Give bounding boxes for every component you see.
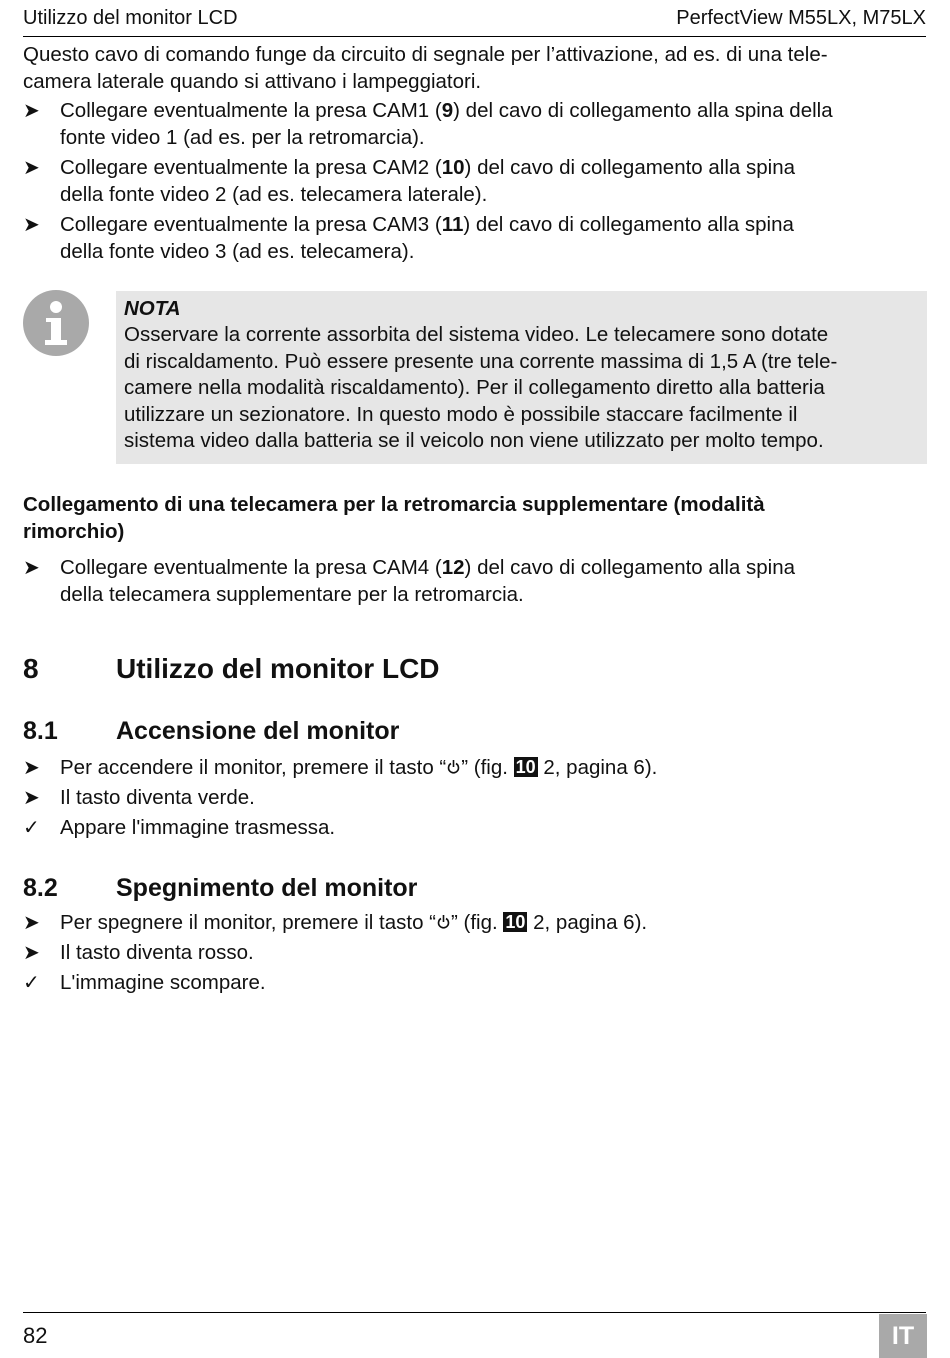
section-title: Spegnimento del monitor	[116, 874, 418, 902]
section-8-2-heading	[23, 873, 417, 903]
section-title: Utilizzo del monitor LCD	[116, 653, 440, 684]
ref-number: 11	[441, 213, 464, 236]
power-icon	[447, 759, 460, 775]
step-check: ✓ Appare l'immagine trasmessa.	[23, 815, 928, 842]
power-icon	[437, 914, 450, 930]
checkmark-icon: ✓	[23, 817, 40, 839]
section-title: Accensione del monitor	[116, 717, 400, 745]
ref-number: 12	[441, 556, 465, 579]
section-number: 8.2	[23, 874, 58, 902]
section-8-heading	[23, 653, 440, 685]
step-cam3: ➤ Collegare eventualmente la presa CAM3 (11) del cavo di collegamento alla spina della fonte video 3 (ad es. telecamera).	[23, 213, 794, 263]
step-power-off: ➤ Per spegnere il monitor, premere il tasto “ ” (fig. 10 2, pagina 6).	[23, 910, 928, 937]
checkmark-icon: ✓	[23, 972, 40, 994]
step-arrow-icon: ➤	[23, 942, 40, 964]
section-number: 8.1	[23, 717, 58, 745]
intro-line-2: camera laterale quando si attivano i lampeggiatori.	[23, 69, 482, 93]
trailer-heading: Collegamento di una telecamera per la retromarcia supplementare (modalità rimorchio)	[23, 493, 765, 543]
step-arrow-icon: ➤	[23, 757, 40, 779]
page-number: 82	[23, 1323, 48, 1348]
step-check: ✓ L'immagine scompare.	[23, 970, 928, 997]
running-header-right: PerfectView M55LX, M75LX	[676, 7, 926, 29]
step-arrow-icon: ➤	[23, 214, 40, 236]
step-arrow-icon: ➤	[23, 912, 40, 934]
section-8-1-heading	[23, 716, 399, 746]
step-cam2: ➤ Collegare eventualmente la presa CAM2 (10) del cavo di collegamento alla spina della fonte video 2 (ad es. telecamera laterale).	[23, 156, 796, 206]
header-rule	[23, 36, 926, 37]
figure-badge: 10	[515, 757, 536, 777]
note-title: NOTA	[124, 297, 181, 320]
info-icon	[23, 290, 89, 356]
ref-number: 9	[441, 99, 454, 122]
step-cam4: ➤ Collegare eventualmente la presa CAM4 (12) del cavo di collegamento alla spina della telecamera supplementare per la retromarcia.	[23, 556, 796, 606]
note-box	[116, 291, 927, 464]
ref-number: 10	[441, 156, 465, 179]
step-arrow-icon: ➤	[23, 557, 40, 579]
intro-line-1: Questo cavo di comando funge da circuito di segnale per l’attivazione, ad es. di una tele-	[23, 43, 828, 66]
intro-paragraph	[23, 42, 928, 95]
running-header-left: Utilizzo del monitor LCD	[23, 7, 238, 29]
footer-rule	[23, 1312, 926, 1313]
figure-badge: 10	[505, 912, 526, 932]
language-tab: IT	[879, 1314, 927, 1358]
step-arrow-icon: ➤	[23, 100, 40, 122]
note-body: Osservare la corrente assorbita del sistema video. Le telecamere sono dotate di riscaldamento. Può essere presente una corrente massima di 1,5 A (tre tele- camere nella modalità riscaldamento). Per il collegamento diretto alla batteria utilizzare un sezionatore. In questo modo è possibile staccare facilmente il sistema video dalla batteria se il veicolo non viene utilizzato per molto tempo.	[124, 323, 838, 452]
step-power-on: ➤ Per accendere il monitor, premere il tasto “ ” (fig. 10 2, pagina 6).	[23, 755, 928, 782]
step-arrow-icon: ➤	[23, 787, 40, 809]
step-cam1: ➤ Collegare eventualmente la presa CAM1 (9) del cavo di collegamento alla spina della fonte video 1 (ad es. per la retromarcia).	[23, 99, 833, 149]
step-arrow-icon: ➤	[23, 157, 40, 179]
step-result: ➤ Il tasto diventa rosso.	[23, 940, 928, 967]
section-number: 8	[23, 653, 39, 684]
step-result: ➤ Il tasto diventa verde.	[23, 785, 928, 812]
